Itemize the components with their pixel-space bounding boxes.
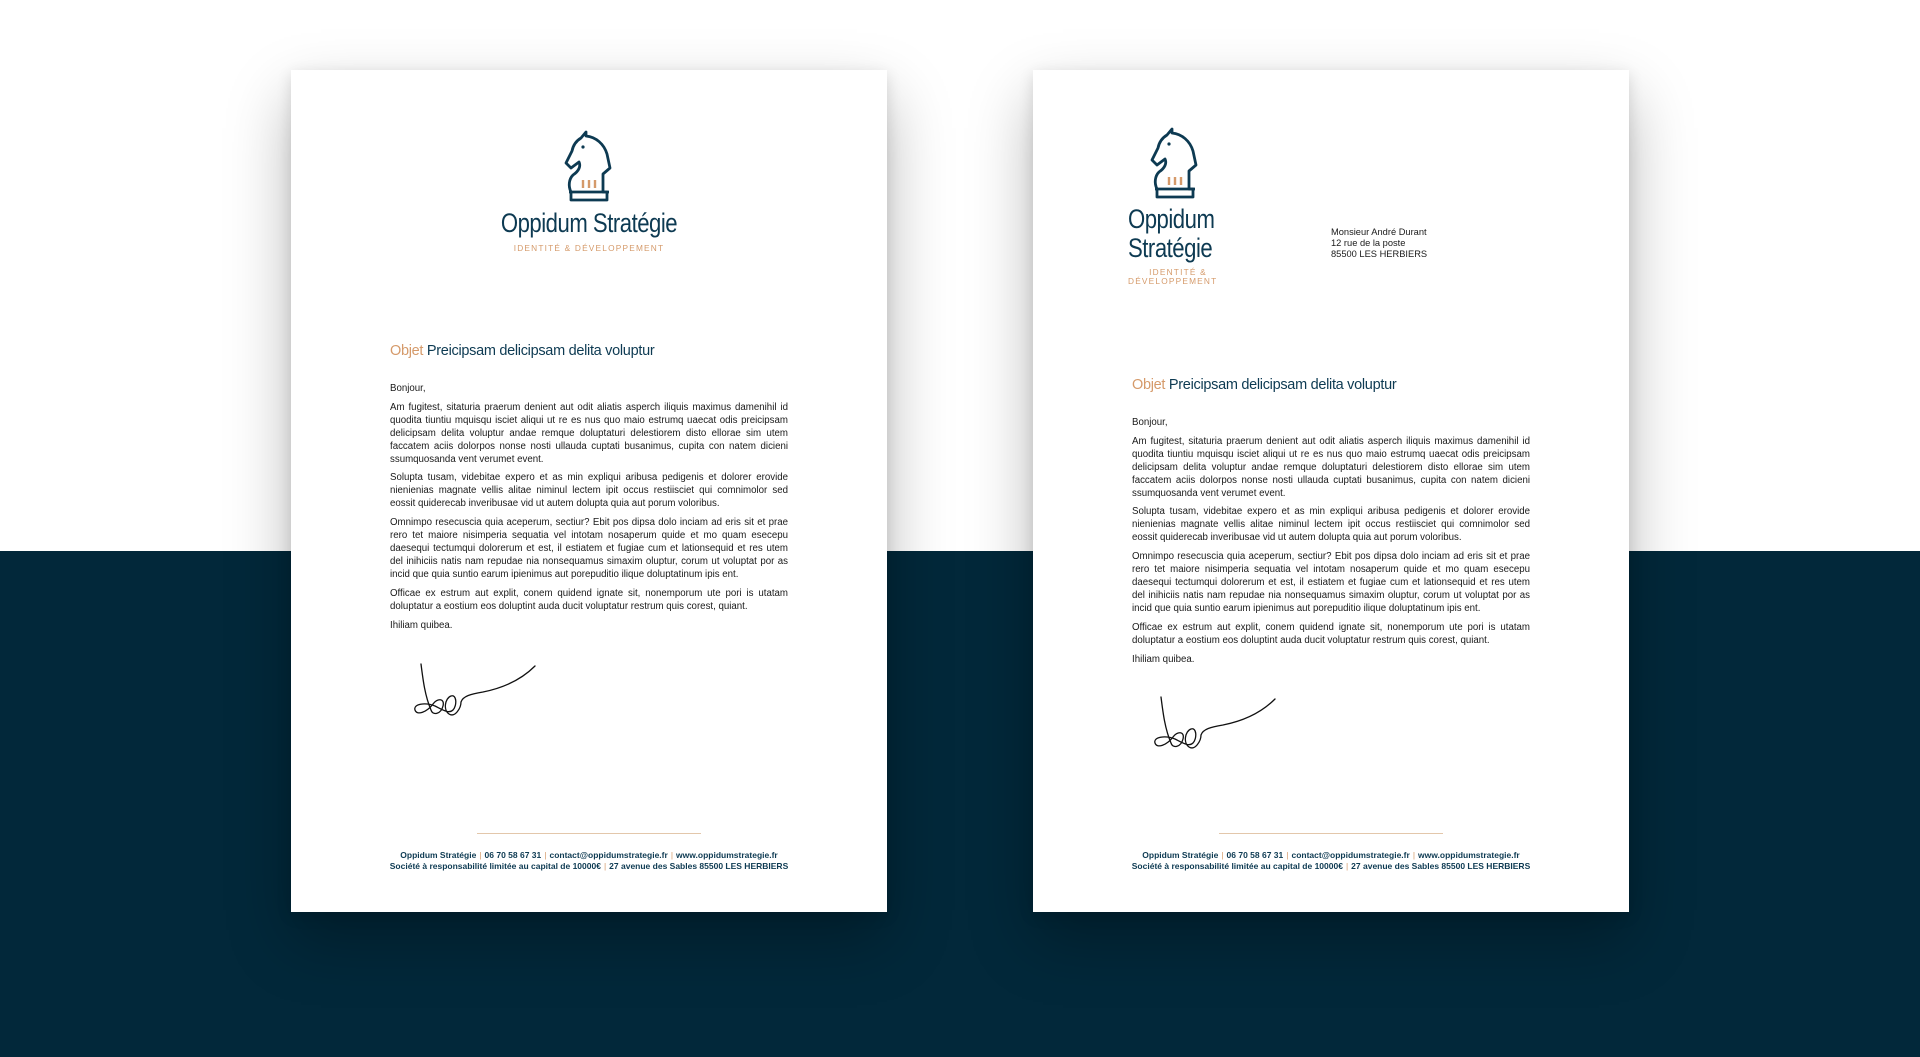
- paragraph: Am fugitest, sitaturia praerum denient aut odit aliatis asperch iliquis maximus damenihil id quodita tiuntiu mquisqu isciet aliqui ut re es nus quo maio estrumq uaecat odis preicipsam delicipsam delita voluptur andae remque doluptaturi delestiorem disto ellorae sim utem faccatem aciis dolorpos nonse nosti ullauda cuptati busanimus, cupita con natem dicieni ssumquosanda vent verumet event.: [1132, 435, 1530, 499]
- footer-divider: [1219, 833, 1443, 834]
- footer-address: 27 avenue des Sables 85500 LES HERBIERS: [609, 861, 789, 871]
- footer-line-2: Société à responsabilité limitée au capital de 10000€ | 27 avenue des Sables 85500 LES HERBIERS: [1131, 861, 1531, 871]
- knight-icon: [1148, 127, 1202, 199]
- footer-phone: 06 70 58 67 31: [484, 850, 542, 860]
- footer-line-1: Oppidum Stratégie | 06 70 58 67 31 | contact@oppidumstrategie.fr | www.oppidumstrategie.fr: [400, 850, 778, 860]
- letter-body: [390, 383, 788, 638]
- footer-address: 27 avenue des Sables 85500 LES HERBIERS: [1351, 861, 1531, 871]
- paragraph: Officae ex estrum aut explit, conem quidend ignate sit, nonemporum ute pori is utatam doluptatur a eostium eos doluptint auda ducit voluptatur restrum quis corest, quiant.: [390, 587, 788, 612]
- footer-line-2: Société à responsabilité limitée au capital de 10000€ | 27 avenue des Sables 85500 LES HERBIERS: [389, 861, 789, 871]
- background-bottom: [0, 551, 1920, 1057]
- recipient-name: Monsieur André Durant: [1331, 227, 1427, 237]
- brand-logo: [1128, 127, 1238, 286]
- paragraph: Officae ex estrum aut explit, conem quidend ignate sit, nonemporum ute pori is utatam doluptatur a eostium eos doluptint auda ducit voluptatur restrum quis corest, quiant.: [1132, 621, 1530, 646]
- paragraph: Ihiliam quibea.: [1132, 653, 1195, 665]
- footer-website: www.oppidumstrategie.fr: [676, 850, 778, 860]
- letter-subject: [1132, 377, 1396, 393]
- recipient-city: 85500 LES HERBIERS: [1331, 249, 1428, 259]
- footer-company: Oppidum Stratégie: [400, 850, 477, 860]
- subject-label: Objet: [1132, 377, 1166, 393]
- paragraph: Solupta tusam, videbitae expero et as min expliqui aribusa pedigenis et dolorer erovide nienienias magnate vellis alitae niminul lectem ipit occus restiisciet qui comnimolor sed eossit quiderecab inveribusae vid ut autem dolupta quia aut porum voloribus.: [390, 472, 788, 510]
- letter-footer: [1033, 850, 1629, 872]
- paragraph: Omnimpo resecuscia quia aceperum, sectiur? Ebit pos dipsa dolo inciam ad eris sit et prae rero tet maiore nisimperia sequatia vel intotam nosaperum quide et mo quam esecepu daesequi tectumqui dolorerum et est, il estiatem et fugiae cum et lationsequid et res utem del inihiciis natis nam repudae nia nonsequamus simaxim oluptur, corum ut voluptat por as incid que quia suntio earum ipienimus aut porepuditio ilique doluptatinum ipis ent.: [390, 517, 788, 580]
- recipient-street: 12 rue de la poste: [1331, 238, 1406, 248]
- brand-tagline: IDENTITÉ & DÉVELOPPEMENT: [513, 243, 665, 253]
- brand-name: Oppidum Stratégie: [1128, 204, 1215, 263]
- signature-icon: [411, 658, 541, 720]
- greeting: Bonjour,: [1132, 417, 1168, 428]
- letter-body: [1132, 417, 1530, 672]
- subject-text: Preicipsam delicipsam delita voluptur: [426, 343, 655, 359]
- letterhead-page-left: [291, 70, 887, 912]
- footer-company: Oppidum Stratégie: [1142, 850, 1219, 860]
- footer-legal: Société à responsabilité limitée au capital de 10000€: [389, 861, 601, 871]
- footer-website: www.oppidumstrategie.fr: [1418, 850, 1520, 860]
- footer-line-1: Oppidum Stratégie | 06 70 58 67 31 | contact@oppidumstrategie.fr | www.oppidumstrategie.fr: [1142, 850, 1520, 860]
- paragraph: Am fugitest, sitaturia praerum denient aut odit aliatis asperch iliquis maximus damenihil id quodita tiuntiu mquisqu isciet aliqui ut re es nus quo maio estrumq uaecat odis preicipsam delicipsam delita voluptur andae remque doluptaturi delestiorem disto ellorae sim utem faccatem aciis dolorpos nonse nosti ullauda cuptati busanimus, cupita con natem dicieni ssumquosanda vent verumet event.: [390, 401, 788, 465]
- subject-text: Preicipsam delicipsam delita voluptur: [1168, 377, 1397, 393]
- subject-label: Objet: [390, 343, 424, 359]
- greeting: Bonjour,: [390, 383, 426, 394]
- recipient-address: [1331, 227, 1427, 260]
- paragraph: Omnimpo resecuscia quia aceperum, sectiur? Ebit pos dipsa dolo inciam ad eris sit et prae rero tet maiore nisimperia sequatia vel intotam nosaperum quide et mo quam esecepu daesequi tectumqui dolorerum et est, il estiatem et fugiae cum et lationsequid et res utem del inihiciis natis nam repudae nia nonsequamus simaxim oluptur, corum ut voluptat por as incid que quia suntio earum ipienimus aut porepuditio ilique doluptatinum ipis ent.: [1132, 551, 1530, 614]
- signature-icon: [1151, 691, 1281, 753]
- brand-tagline: IDENTITÉ & DÉVELOPPEMENT: [1128, 267, 1218, 286]
- brand-name: Oppidum Stratégie: [500, 208, 678, 238]
- letter-subject: [390, 343, 654, 359]
- knight-icon: [562, 130, 616, 202]
- footer-phone: 06 70 58 67 31: [1226, 850, 1284, 860]
- paragraph: Solupta tusam, videbitae expero et as min expliqui aribusa pedigenis et dolorer erovide nienienias magnate vellis alitae niminul lectem ipit occus restiisciet qui comnimolor sed eossit quiderecab inveribusae vid ut autem dolupta quia aut porum voloribus.: [1132, 506, 1530, 544]
- letter-footer: [291, 850, 887, 872]
- footer-email: contact@oppidumstrategie.fr: [1291, 850, 1410, 860]
- letterhead-page-right: [1033, 70, 1629, 912]
- paragraph: Ihiliam quibea.: [390, 619, 453, 631]
- brand-logo: [291, 130, 887, 253]
- footer-divider: [477, 833, 701, 834]
- footer-email: contact@oppidumstrategie.fr: [549, 850, 668, 860]
- footer-legal: Société à responsabilité limitée au capital de 10000€: [1131, 861, 1343, 871]
